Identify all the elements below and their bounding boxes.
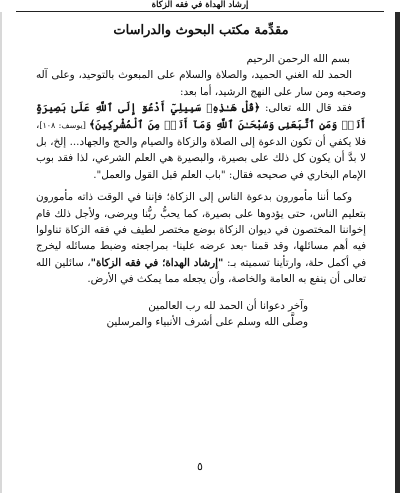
section-title: مقدِّمة مكتب البحوث والدراسات (113, 23, 289, 38)
header-divider (16, 11, 384, 12)
running-header-title: إرشاد الهداة في فقه الزكاة (151, 0, 249, 10)
closing-line-2: وصلَّى الله وسلم على أشرف الأنبياء والمرسلين (106, 316, 308, 329)
page-body (36, 22, 366, 331)
quran-verse: ﴿قُلْ هَـٰذِهِۦ سَبِيلِيٓ أَدْعُوٓ إِلَى ٱللَّهِ عَلَىٰ بَصِيرَةٍ أَنَا۠ وَمَنِ ٱتَّبَعَنِى وَسُبْحَـٰنَ ٱللَّهِ وَمَآ أَنَا۠ مِنَ ٱلْمُشْرِكِينَ﴾ (36, 102, 366, 131)
basmala: بسم الله الرحمن الرحيم (246, 53, 350, 65)
verse-paragraph (36, 100, 366, 183)
intro-lead: وكما أننا مأمورون بدعوة الناس إلى الزكاة؛ فإننا في الوقت ذاته مأمورون بتعليم الناس، حتى يؤدوها على بصيرة، كما يحبُّ ربُّنا ويرضى، ولأجل ذلك قام إخواننا المختصون في ديوان الزكاة بوضع مختصر لطيف في فقه الزكاة تناولوا فيه أهم مسائلها، وقد قمنا -بعد عرضه علينا- بمراجعته وضبط مسائله ليخرج في أكمل حلة، وارتأينا تسميته بـ: (36, 191, 366, 269)
page-number: ٥ (197, 460, 203, 473)
page-edge-left (0, 12, 2, 493)
intro-rest: ، سائلين الله تعالى أن ينفع به العامة والخاصة، وأن يجعله مما يمكث في الأرض. (36, 256, 366, 286)
verse-paragraph-rest: ، فلا يكفي أن تكون الدعوة إلى الصلاة والزكاة والصيام والحج والجهاد... إلخ، بل لا بدَّ أن يكون كل ذلك على بصيرة، والبصيرة هي العلم الشرعي، لذا فقد بوب الإمام البخاري في صحيحه فقال: "باب العلم قبل القول والعمل". (36, 118, 366, 181)
verse-lead: فقد قال الله تعالى: (260, 102, 352, 115)
opening-paragraph: الحمد لله الغني الحميد، والصلاة والسلام على المبعوث بالتوحيد، وعلى آله وصحبه ومن سار على النهج الرشيد، أما بعد: (36, 69, 366, 98)
closing-line-1: وآخر دعوانا أن الحمد لله رب العالمين (148, 299, 308, 312)
book-intro-paragraph (36, 189, 366, 287)
verse-reference: [يوسف: ١٠٨] (39, 120, 90, 130)
page-edge-shadow (395, 12, 400, 493)
closing-prayer (36, 298, 366, 331)
book-title: "إرشاد الهداة؛ في فقه الزكاة" (90, 256, 224, 269)
